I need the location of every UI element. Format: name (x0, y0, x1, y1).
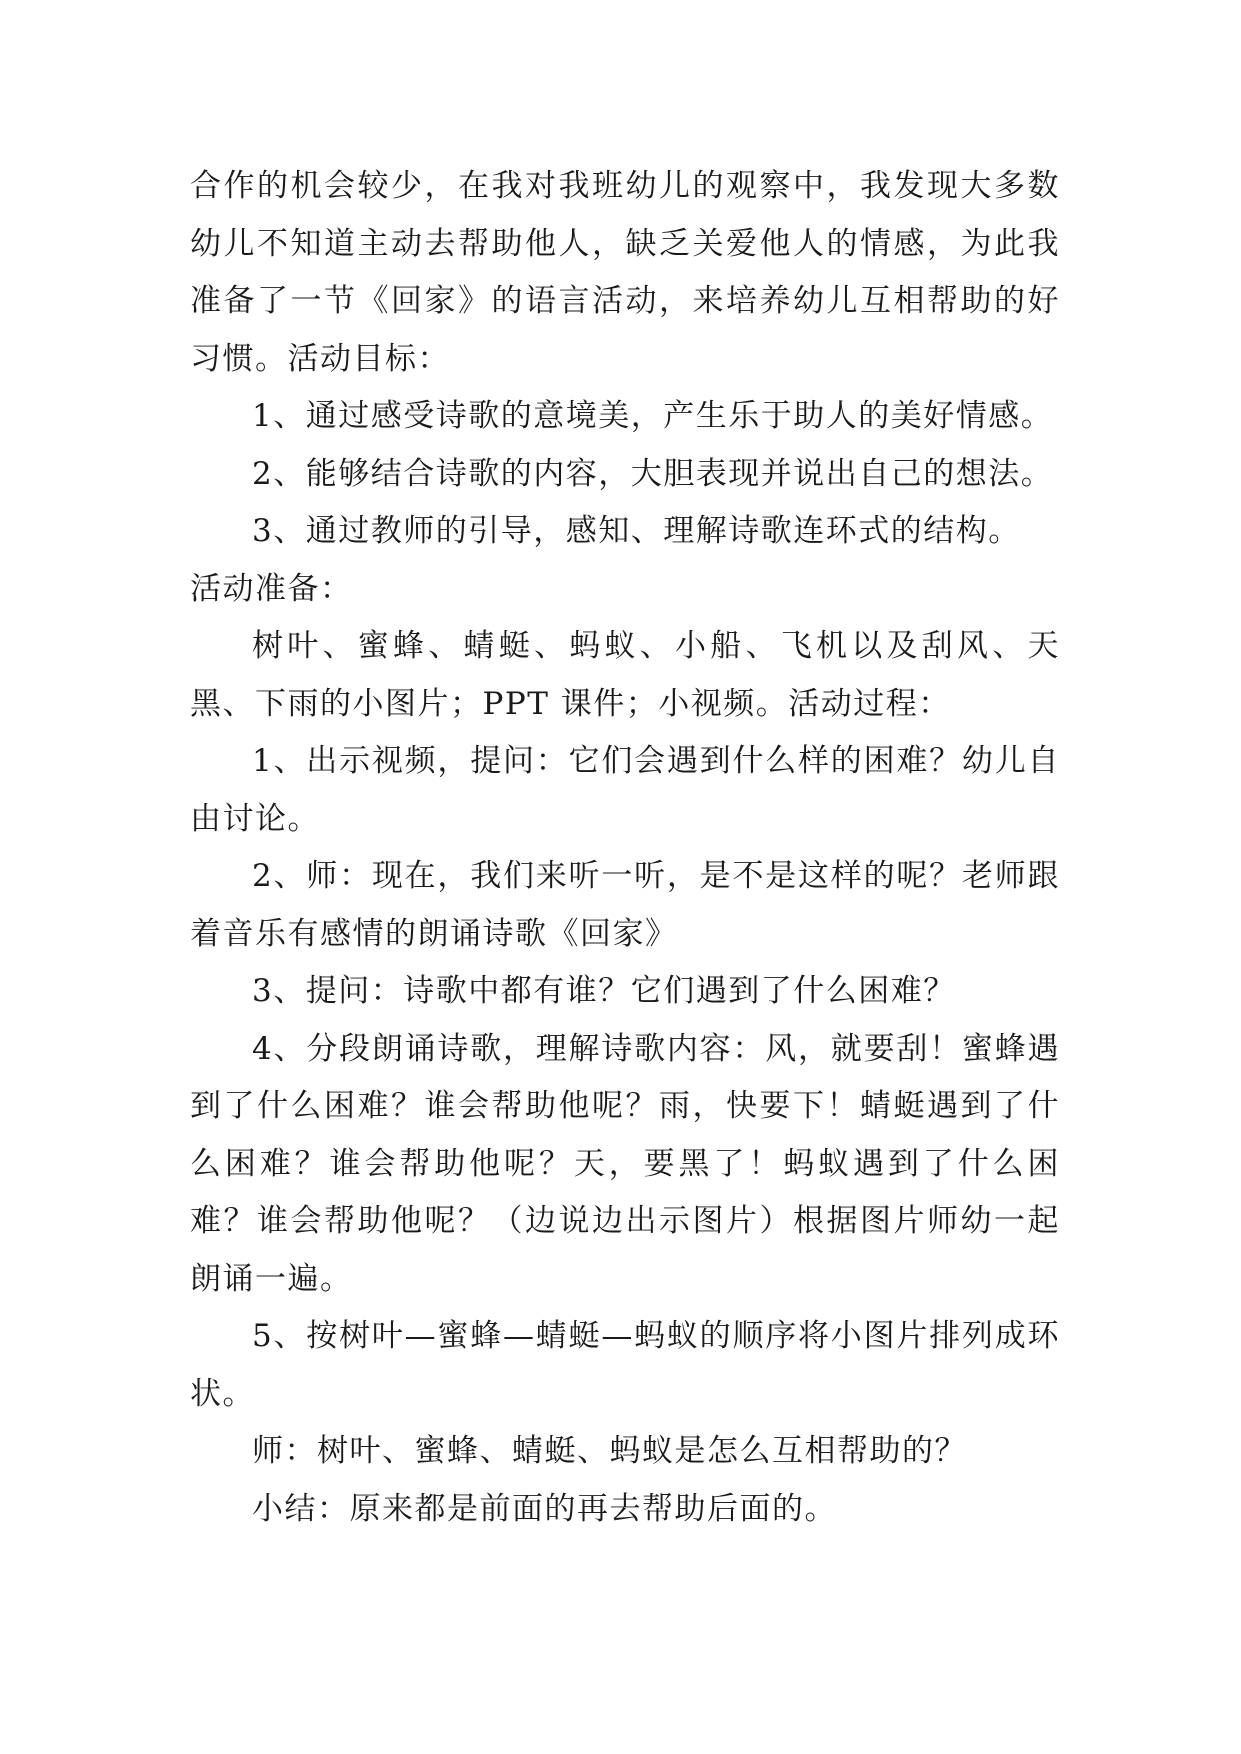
heading-preparation: 活动准备： (190, 570, 353, 607)
paragraph-step-4: 4、分段朗诵诗歌，理解诗歌内容：风，就要刮！蜜蜂遇到了什么困难？谁会帮助他呢？雨，快要下！蜻蜓遇到了什么困难？谁会帮助他呢？天，要黑了！蚂蚁遇到了什么困难？谁会帮助他呢？（边说边出示图片）根据图片师幼一起朗诵一遍。 (190, 1030, 1060, 1297)
paragraph-goal-2: 2、能够结合诗歌的内容，大胆表现并说出自己的想法。 (252, 455, 1054, 492)
paragraph-goal-1: 1、通过感受诗歌的意境美，产生乐于助人的美好情感。 (252, 398, 1054, 434)
paragraph-materials: 树叶、蜜蜂、蜻蜓、蚂蚁、小船、飞机以及刮风、天黑、下雨的小图片；PPT 课件；小视频。活动过程： (190, 628, 1060, 722)
paragraph-teacher-question: 师：树叶、蜜蜂、蜻蜓、蚂蚁是怎么互相帮助的？ (252, 1433, 967, 1469)
paragraph-summary: 小结：原来都是前面的再去帮助后面的。 (252, 1490, 837, 1527)
paragraph-step-2: 2、师：现在，我们来听一听，是不是这样的呢？老师跟着音乐有感情的朗诵诗歌《回家》 (190, 858, 1060, 952)
paragraph-intro: 合作的机会较少，在我对我班幼儿的观察中，我发现大多数幼儿不知道主动去帮助他人，缺乏关爱他人的情感，为此我准备了一节《回家》的语言活动，来培养幼儿互相帮助的好习惯。活动目标： (190, 168, 1060, 377)
paragraph-step-1: 1、出示视频，提问：它们会遇到什么样的困难？幼儿自由讨论。 (190, 743, 1060, 837)
document-body (190, 158, 1060, 1538)
paragraph-goal-3: 3、通过教师的引导，感知、理解诗歌连环式的结构。 (252, 513, 1021, 549)
paragraph-step-5: 5、按树叶—蜜蜂—蜻蜓—蚂蚁的顺序将小图片排列成环状。 (190, 1318, 1060, 1412)
paragraph-step-3: 3、提问：诗歌中都有谁？它们遇到了什么困难？ (252, 973, 956, 1009)
